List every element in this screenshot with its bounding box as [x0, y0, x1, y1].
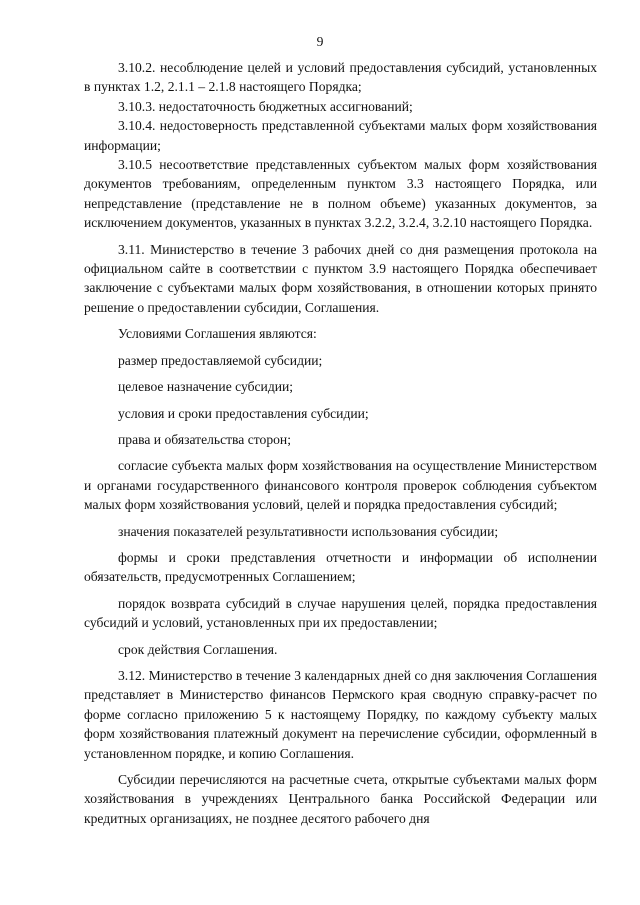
- paragraph-3-10-2: 3.10.2. несоблюдение целей и условий предоставления субсидий, установленных в пунктах 1.2, 2.1.1 – 2.1.8 настоящего Порядка;: [84, 60, 597, 95]
- paragraph-3-12: 3.12. Министерство в течение 3 календарных дней со дня заключения Соглашения представляет в Министерство финансов Пермского края сводную справку-расчет по форме согласно приложению 5 к настоящему Порядку, по каждому субъекту малых форм хозяйствования платежный документ на перечисление субсидии, оформленный в установленном порядке, и копию Соглашения.: [84, 667, 597, 761]
- condition-item: целевое назначение субсидии;: [118, 379, 294, 395]
- page-number: 9: [316, 34, 324, 49]
- condition-item: права и обязательства сторон;: [118, 431, 291, 447]
- condition-item: срок действия Соглашения.: [118, 641, 278, 657]
- condition-item: размер предоставляемой субсидии;: [118, 352, 323, 368]
- agreement-conditions-heading: Условиями Соглашения являются:: [118, 326, 317, 342]
- condition-item: согласие субъекта малых форм хозяйствования на осуществление Министерством и органами государственного финансового контроля проверок соблюдения субъектом малых форм хозяйствования условий, целей и порядка предоставления субсидий;: [84, 458, 597, 513]
- paragraph-3-10-3: 3.10.3. недостаточность бюджетных ассигнований;: [118, 98, 413, 114]
- condition-item: условия и сроки предоставления субсидии;: [118, 405, 369, 421]
- paragraph-3-11: 3.11. Министерство в течение 3 рабочих дней со дня размещения протокола на официальном сайте в соответствии с пунктом 3.9 настоящего Порядка обеспечивает заключение с субъектами малых форм хозяйствования, в отношении которых принято решение о предоставлении субсидии, Соглашения.: [84, 241, 597, 315]
- paragraph-subsidy-transfer: Субсидии перечисляются на расчетные счета, открытые субъектами малых форм хозяйствования в учреждениях Центрального банка Российской Федерации или кредитных организациях, не позднее десятого рабочего дня: [84, 772, 597, 826]
- condition-item: значения показателей результативности использования субсидии;: [118, 523, 499, 539]
- condition-item: порядок возврата субсидий в случае нарушения целей, порядка предоставления субсидий и условий, установленных при их предоставлении;: [84, 595, 597, 631]
- condition-item: формы и сроки представления отчетности и информации об исполнении обязательств, предусмотренных Соглашением;: [84, 549, 597, 585]
- paragraph-3-10-4: 3.10.4. недостоверность представленной субъектами малых форм хозяйствования информации;: [84, 118, 597, 153]
- document-body: [84, 58, 597, 828]
- paragraph-3-10-5: 3.10.5 несоответствие представленных субъектом малых форм хозяйствования документов требованиям, определенным пунктом 3.3 настоящего Порядка, или непредставление (представление не в полном объеме) указанных документов, за исключением документов, указанных в пунктах 3.2.2, 3.2.4, 3.2.10 настоящего Порядка.: [84, 157, 597, 231]
